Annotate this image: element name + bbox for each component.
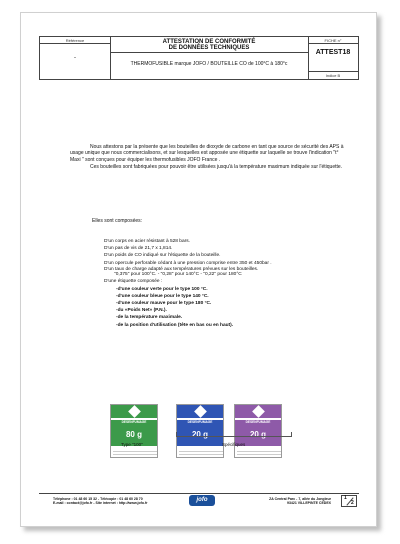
list-item: D'un pas de vis de 21,7 x 1,814. — [104, 246, 173, 252]
indice-label: Indice B — [308, 71, 358, 79]
label-fine-print — [179, 449, 223, 457]
fiche-cell — [308, 37, 358, 79]
footer-address — [261, 497, 331, 505]
paragraph-1: Nous attestons par la présente que les bouteilles de dioxyde de carbone en tant que source de sécurité des APS à usage unique que nous commercialisons, et sur lesquelles est apposée une étiquette sur laquelle se trouve l'indication "t° Maxi " sont conçues pour équiper les thermofusibles JOFO France . — [70, 144, 344, 163]
caption-specifiques: Spécifiques — [222, 442, 246, 447]
list-item: D'un corps en acier résistant à 528 bars. — [104, 239, 190, 244]
label-weight: 80 g — [125, 430, 142, 439]
list-item: D'un taux de charge adapté aux températures prévues sur les bouteilles. — [104, 266, 259, 272]
page-current: 1 — [344, 495, 347, 501]
document-subtitle: THERMOFUSIBLE marque JOFO / BOUTEILLE CO de 100°C à 180°c — [130, 61, 288, 67]
reference-label: Référence — [40, 38, 110, 44]
footer — [39, 493, 359, 508]
list-subitem: -d'une couleur mauve pour le type 180 °C. — [116, 300, 212, 306]
label-weight: 20 g — [191, 430, 208, 439]
label-heading: DESENFUMAGE — [245, 420, 271, 424]
title-cell — [110, 37, 309, 79]
bottle-label-purple — [234, 404, 282, 458]
paragraph-2: Ces bouteilles sont fabriquées pour pouvoir être utilisées jusqu'à la température maximum indiquée sur l'étiquette. — [90, 164, 343, 171]
attestation-text — [70, 144, 344, 171]
label-heading: DESENFUMAGE — [121, 420, 147, 424]
footer-email: E-mail : contact@jofo.fr - Site internet : http://www.jofo.fr — [53, 501, 148, 505]
document-title-line2: DE DONNÉES TECHNIQUES — [168, 45, 250, 51]
footer-address-line1: ZA Central Parc - 7, allée du Jongleur — [269, 497, 331, 501]
caption-type-100: Type "100" — [121, 442, 143, 447]
fiche-code: ATTEST18 — [315, 49, 351, 56]
page-number — [341, 495, 357, 507]
list-item: "0,375" pour 100°C. - "0,28" pour 140°C - "0,22" pour 180°C — [114, 272, 242, 278]
jofo-logo-text: jofo — [196, 497, 208, 503]
document-title-line1: ATTESTATION DE CONFORMITÉ — [162, 39, 256, 45]
list-item: D'une étiquette composée : — [104, 279, 163, 285]
page-total: 2 — [351, 500, 354, 506]
label-heading: DESENFUMAGE — [187, 420, 213, 424]
list-subitem: -d'une couleur verte pour le type 100 °C. — [116, 286, 208, 292]
list-subitem: -d'une couleur bleue pour le type 140 °C. — [116, 293, 209, 299]
bottle-label-blue — [176, 404, 224, 458]
jofo-logo — [189, 495, 215, 506]
label-weight: 20 g — [249, 430, 266, 439]
reference-value: - — [74, 55, 76, 61]
footer-phone: Téléphone : 01 48 60 15 32 - Télécopie : 01 48 60 28 70 — [53, 497, 143, 501]
list-item: D'un opercule perforable cédant à une pression comprise entre 350 et 450bar . — [104, 260, 272, 266]
bottle-label-green — [110, 404, 158, 458]
list-subitem: -du «Poids Net» (P.N.). — [116, 308, 167, 314]
reference-cell — [40, 37, 111, 79]
specific-brace — [176, 432, 292, 437]
list-subitem: -de la température maximale. — [116, 315, 183, 321]
footer-address-line2: 93421 VILLEPINTE CEDEX — [287, 501, 331, 505]
label-fine-print — [113, 449, 157, 457]
list-item: D'un poids de CO indiqué sur l'étiquette de la bouteille. — [104, 253, 221, 259]
composition-list — [104, 238, 344, 329]
divider — [110, 52, 308, 53]
footer-contact — [53, 497, 147, 505]
label-fine-print — [237, 449, 281, 457]
fiche-label: FICHE n° — [308, 38, 358, 44]
composed-title: Elles sont composées: — [92, 218, 143, 224]
header-table — [39, 36, 359, 80]
list-subitem: -de la position d'utilisation (tête en bas ou en haut). — [116, 322, 234, 328]
